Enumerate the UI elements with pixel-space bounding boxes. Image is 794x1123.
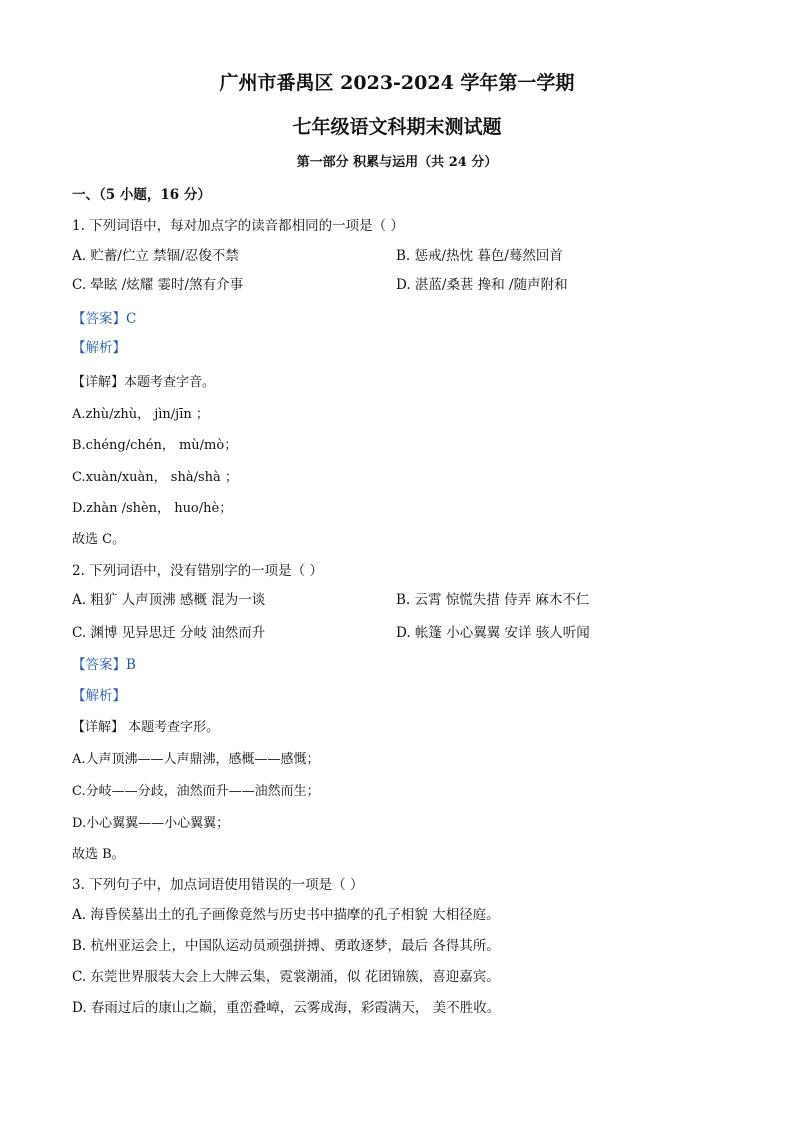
- q2-line-d: D.小心翼翼——小心翼翼；: [72, 816, 230, 831]
- q1-line-b: B.chéng/chén， mù/mò；: [72, 438, 238, 453]
- q3-option-c: C. 东莞世界服装大会上大牌云集，霓裳潮涌，似 花团锦簇，喜迎嘉宾。: [72, 969, 500, 985]
- q1-option-c: C. 晕眩 /炫耀 霎时/煞有介事: [72, 277, 244, 293]
- q1-line-c: C.xuàn/xuàn， shà/shà ；: [72, 470, 238, 485]
- q2-option-d: D. 帐篷 小心翼翼 安详 骇人听闻: [396, 625, 590, 641]
- q1-option-a: A. 贮蓄/伫立 禁锢/忍俊不禁: [72, 248, 239, 264]
- q1-answer: 【答案】C: [72, 311, 137, 327]
- q2-option-b: B. 云霄 惊慌失措 侍弄 麻木不仁: [396, 592, 590, 608]
- q1-line-a: A.zhù/zhù， jìn/jīn ；: [72, 407, 209, 422]
- q2-conclusion: 故选 B。: [72, 847, 125, 862]
- q1-conclusion: 故选 C。: [72, 532, 126, 547]
- q1-stem: 1. 下列词语中，每对加点字的读音都相同的一项是（ ）: [72, 218, 404, 234]
- q3-option-a: A. 海昏侯墓出土的孔子画像竟然与历史书中描摩的孔子相貌 大相径庭。: [72, 907, 500, 923]
- q2-line-c: C.分岐——分歧，油然而升——油然而生；: [72, 784, 320, 799]
- q2-answer: 【答案】B: [72, 657, 136, 673]
- q2-stem: 2. 下列词语中，没有错别字的一项是（ ）: [72, 563, 323, 579]
- q2-detail: 【详解】 本题考查字形。: [72, 720, 220, 735]
- q2-analysis-label: 【解析】: [72, 688, 126, 704]
- q1-option-d: D. 湛蓝/桑葚 搀和 /随声附和: [396, 277, 568, 293]
- page-title-line2: 七年级语文科期末测试题: [292, 116, 502, 138]
- q1-detail: 【详解】本题考查字音。: [72, 375, 216, 390]
- q2-line-a: A.人声顶沸——人声鼎沸，感概——感慨；: [72, 752, 320, 767]
- q3-stem: 3. 下列句子中，加点词语使用错误的一项是（ ）: [72, 877, 364, 893]
- part-heading: 第一部分 积累与运用（共 24 分）: [296, 155, 498, 170]
- q2-option-c: C. 渊博 见异思迁 分岐 油然而升: [72, 625, 266, 641]
- q1-line-d: D.zhàn /shèn， huo/hè；: [72, 501, 233, 516]
- section-heading: 一、（5 小题，16 分）: [72, 187, 211, 203]
- q3-option-b: B. 杭州亚运会上，中国队运动员顽强拼搏、勇敢逐梦，最后 各得其所。: [72, 938, 500, 954]
- q1-option-b: B. 惩戒/热忱 暮色/蓦然回首: [396, 248, 563, 264]
- q3-option-d: D. 春雨过后的康山之巅，重峦叠嶂，云雾成海，彩霞满天， 美不胜收。: [72, 1000, 501, 1016]
- q2-option-a: A. 粗犷 人声顶沸 感概 混为一谈: [72, 592, 266, 608]
- q1-analysis-label: 【解析】: [72, 340, 126, 356]
- page-title-line1: 广州市番禺区 2023-2024 学年第一学期: [219, 72, 575, 94]
